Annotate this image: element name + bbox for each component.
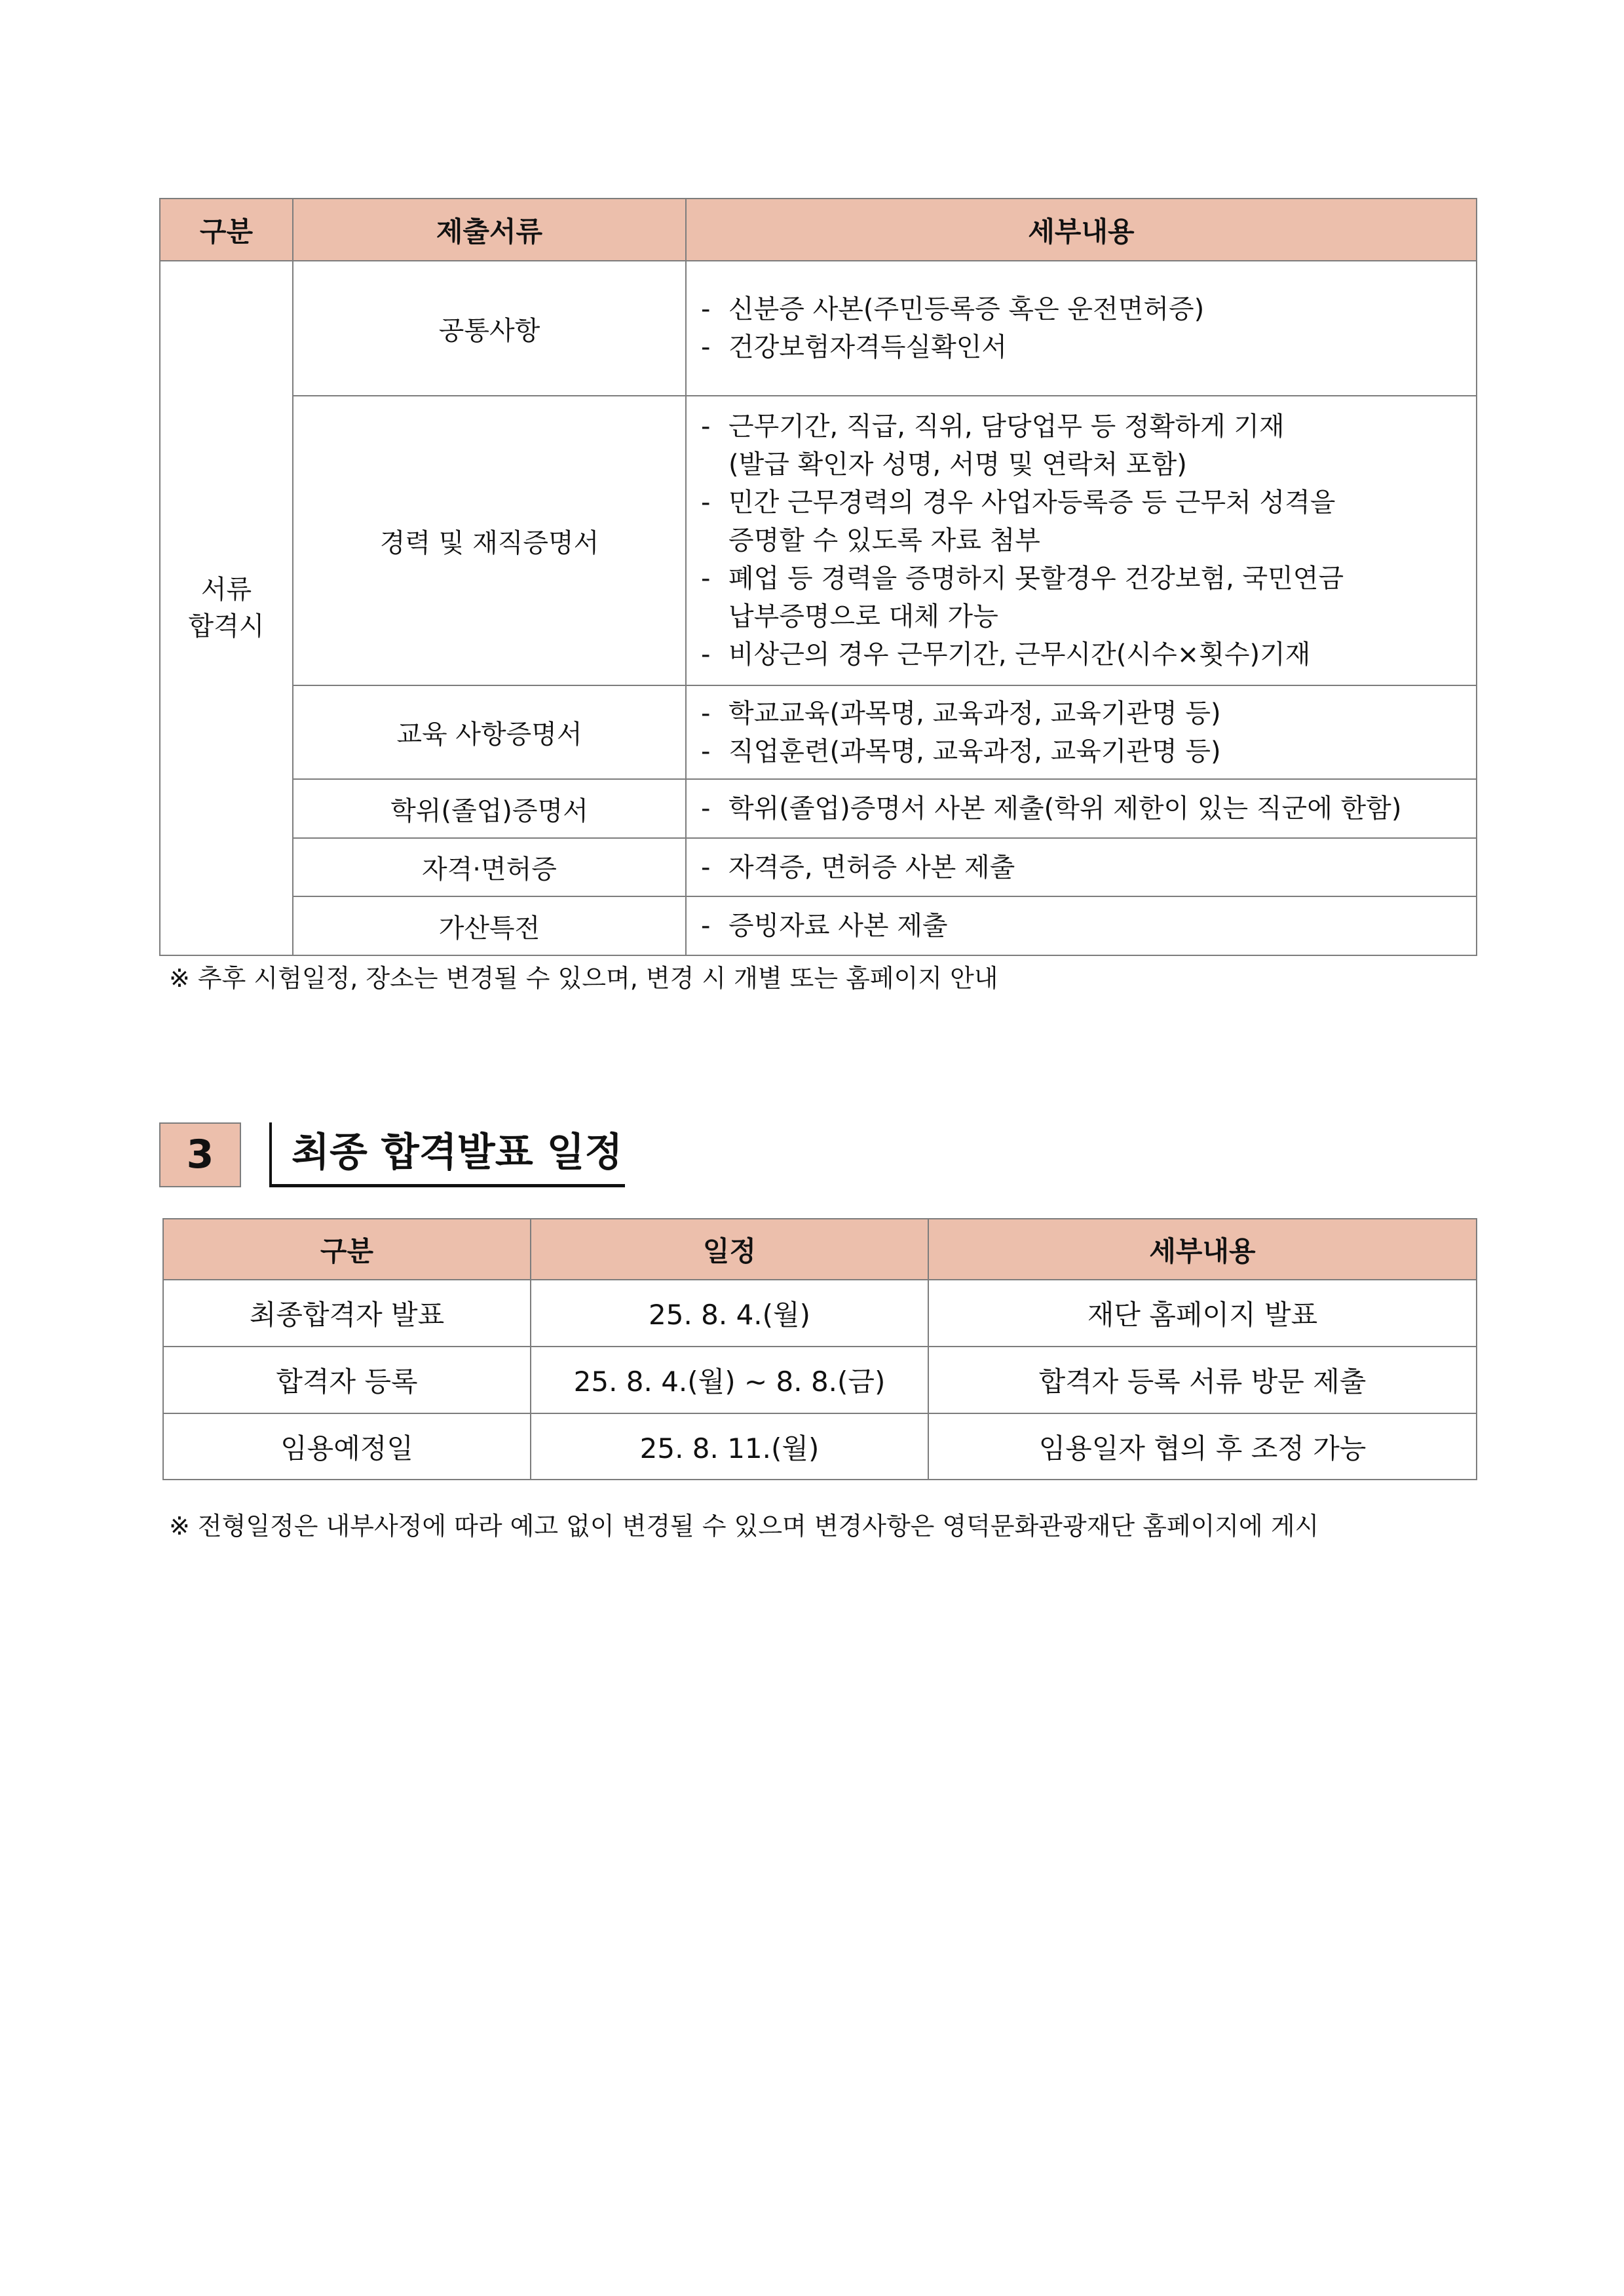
schedule-table	[162, 1218, 1477, 1480]
document-name: 가산특전	[293, 896, 686, 955]
detail-item: - 건강보험자격득실확인서	[701, 328, 1465, 366]
document-details	[686, 396, 1477, 685]
schedule-details: 재단 홈페이지 발표	[928, 1280, 1477, 1347]
document-name: 교육 사항증명서	[293, 685, 686, 779]
detail-item: - 신분증 사본(주민등록증 혹은 운전면허증)	[701, 290, 1465, 328]
detail-item: - 민간 근무경력의 경우 사업자등록증 등 근무처 성격을 증명할 수 있도록 자료 첨부	[701, 484, 1465, 560]
detail-item: - 자격증, 면허증 사본 제출	[701, 849, 1465, 887]
document-name: 공통사항	[293, 261, 686, 396]
header-date: 일정	[531, 1219, 928, 1280]
schedule-header-row	[163, 1219, 1477, 1280]
schedule-note: ※ 전형일정은 내부사정에 따라 예고 없이 변경될 수 있으며 변경사항은 영덕문화관광재단 홈페이지에 게시	[169, 1512, 1319, 1540]
table-row	[160, 685, 1477, 779]
documents-note: ※ 추후 시험일정, 장소는 변경될 수 있으며, 변경 시 개별 또는 홈페이지 안내	[169, 964, 998, 993]
document-name: 경력 및 재직증명서	[293, 396, 686, 685]
header-category: 구분	[160, 199, 293, 261]
documents-header-row	[160, 199, 1477, 261]
schedule-category: 합격자 등록	[163, 1347, 531, 1413]
table-row	[160, 838, 1477, 896]
document-details	[686, 261, 1477, 396]
document-name: 학위(졸업)증명서	[293, 779, 686, 838]
table-row	[163, 1347, 1477, 1413]
schedule-details: 임용일자 협의 후 조정 가능	[928, 1413, 1477, 1480]
detail-item: - 비상근의 경우 근무기간, 근무시간(시수×횟수)기재	[701, 636, 1465, 674]
document-details	[686, 896, 1477, 955]
document-name: 자격·면허증	[293, 838, 686, 896]
detail-item: - 증빙자료 사본 제출	[701, 907, 1465, 945]
schedule-date: 25. 8. 11.(월)	[531, 1413, 928, 1480]
schedule-date: 25. 8. 4.(월) ~ 8. 8.(금)	[531, 1347, 928, 1413]
section-title: 최종 합격발표 일정	[269, 1122, 625, 1187]
category-cell: 서류 합격시	[160, 261, 293, 955]
table-row	[163, 1413, 1477, 1480]
detail-item: - 직업훈련(과목명, 교육과정, 교육기관명 등)	[701, 733, 1465, 771]
header-details: 세부내용	[686, 199, 1477, 261]
detail-item: - 근무기간, 직급, 직위, 담당업무 등 정확하게 기재 (발급 확인자 성명, 서명 및 연락처 포함)	[701, 408, 1465, 484]
section-number: 3	[159, 1122, 241, 1187]
detail-item: - 학위(졸업)증명서 사본 제출(학위 제한이 있는 직군에 한함)	[701, 790, 1465, 828]
table-row	[160, 261, 1477, 396]
table-row	[163, 1280, 1477, 1347]
header-document: 제출서류	[293, 199, 686, 261]
header-category: 구분	[163, 1219, 531, 1280]
table-row	[160, 779, 1477, 838]
schedule-details: 합격자 등록 서류 방문 제출	[928, 1347, 1477, 1413]
schedule-date: 25. 8. 4.(월)	[531, 1280, 928, 1347]
table-row	[160, 896, 1477, 955]
table-row	[160, 396, 1477, 685]
document-details	[686, 685, 1477, 779]
documents-table	[159, 198, 1477, 956]
document-details	[686, 779, 1477, 838]
schedule-category: 최종합격자 발표	[163, 1280, 531, 1347]
detail-item: - 폐업 등 경력을 증명하지 못할경우 건강보험, 국민연금 납부증명으로 대체 가능	[701, 560, 1465, 636]
schedule-category: 임용예정일	[163, 1413, 531, 1480]
detail-item: - 학교교육(과목명, 교육과정, 교육기관명 등)	[701, 695, 1465, 733]
document-details	[686, 838, 1477, 896]
header-details: 세부내용	[928, 1219, 1477, 1280]
